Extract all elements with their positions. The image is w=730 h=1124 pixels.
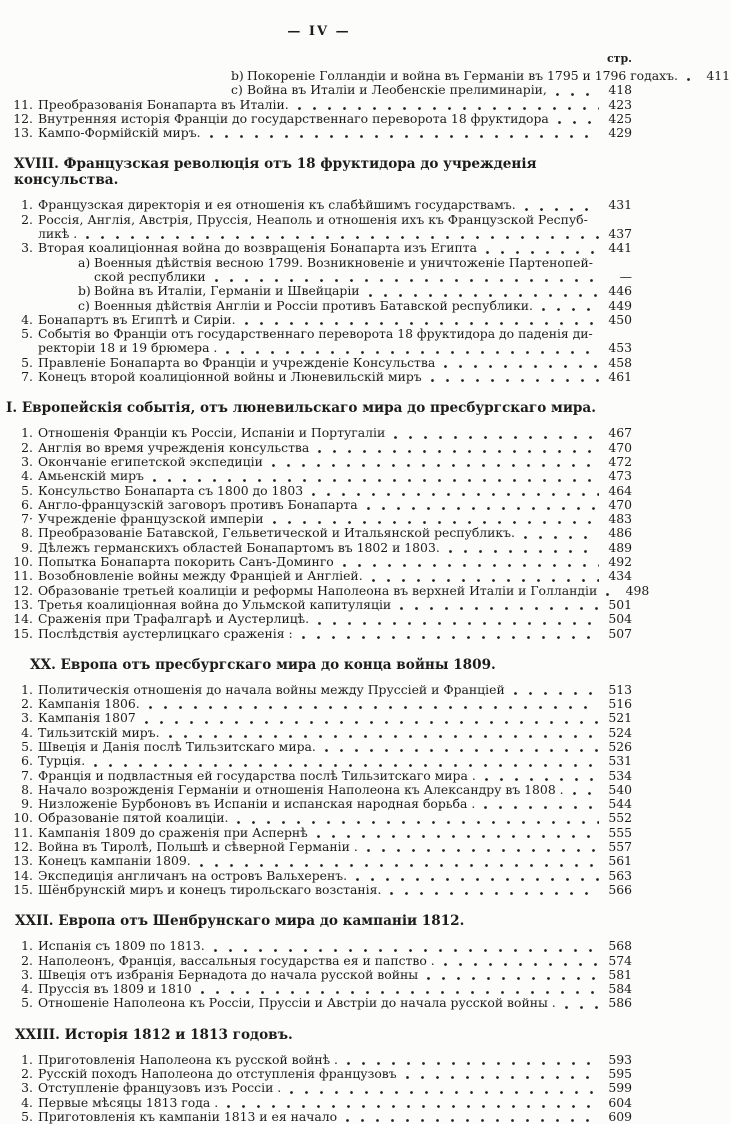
- dot-leader: [400, 607, 599, 610]
- entry-page-number: 437: [608, 226, 632, 242]
- entry-page-number: 425: [608, 110, 632, 126]
- toc-entry: [6, 68, 730, 83]
- entry-page-number: 483: [608, 511, 632, 527]
- entry-number: 6.: [21, 496, 33, 512]
- entry-title: Возобновленіе войны между Франціей и Англіей.: [38, 568, 363, 584]
- entry-title: Турція.: [38, 753, 86, 769]
- toc-entry: [6, 241, 632, 255]
- entry-page-number: 504: [608, 611, 632, 627]
- dot-leader: [449, 550, 599, 553]
- toc-section: [6, 400, 650, 641]
- dot-leader: [226, 351, 599, 354]
- dot-leader: [272, 464, 599, 467]
- entry-page-number: 467: [608, 425, 632, 441]
- entry-page-number: 540: [608, 781, 632, 797]
- entry-number: 5.: [21, 995, 33, 1011]
- entry-page-number: 464: [608, 482, 632, 498]
- entry-title: Конецъ второй коалиціонной войны и Люневильскій миръ: [38, 369, 422, 385]
- entry-title: Военныя дѣйствія весною 1799. Возникновеніе и уничтоженіе Партенопей-: [94, 254, 593, 270]
- entry-page-number: 524: [608, 724, 632, 740]
- entry-title: Конецъ кампаніи 1809.: [38, 853, 191, 869]
- dot-leader: [302, 636, 599, 639]
- toc-entry-continuation: [6, 227, 632, 241]
- entry-title: Англія во время учрежденія консульства: [38, 439, 310, 455]
- entry-number: 14.: [13, 867, 33, 883]
- entry-page-number: 453: [608, 340, 632, 356]
- toc-entry: [6, 598, 632, 612]
- entry-number: 11.: [13, 96, 33, 112]
- dot-leader: [200, 864, 599, 867]
- dot-leader: [343, 564, 599, 567]
- dot-leader: [153, 479, 599, 482]
- toc-entry: [6, 769, 632, 783]
- entry-page-number: 526: [608, 738, 632, 754]
- table-of-contents: [6, 68, 730, 1124]
- entry-title: Англо-французскій заговоръ противъ Бонапарта: [38, 496, 358, 512]
- page-column-label: стр.: [606, 52, 632, 65]
- entry-number: 7.: [21, 767, 33, 783]
- entry-number: 10.: [13, 554, 33, 570]
- entry-page-number: 431: [608, 197, 632, 213]
- entry-title: Политическія отношенія до начала войны между Пруссіей и Франціей: [38, 681, 505, 697]
- entry-number: 7.: [21, 369, 33, 385]
- entry-page-number: 507: [608, 625, 632, 641]
- entry-number: 7·: [21, 511, 33, 527]
- dot-leader: [145, 721, 599, 724]
- toc-entry: [6, 126, 632, 140]
- entry-page-number: 563: [608, 867, 632, 883]
- dot-leader: [227, 1105, 599, 1108]
- entry-title: Бонапартъ въ Египтѣ и Сиріи.: [38, 311, 236, 327]
- entry-number: 10.: [13, 810, 33, 826]
- entry-title: Кампанія 1809 до сраженія при Аспернѣ: [38, 824, 308, 840]
- toc-entry: [6, 968, 632, 982]
- entry-page-number: 411: [706, 68, 730, 83]
- dot-leader: [485, 778, 599, 781]
- entry-page-number: 595: [608, 1066, 632, 1082]
- entry-number: 5.: [21, 738, 33, 754]
- dot-leader: [201, 991, 599, 994]
- dot-leader: [273, 521, 599, 524]
- toc-entry: [6, 869, 632, 883]
- entry-page-number: 534: [608, 767, 632, 783]
- entry-title: Франція и подвластныя ей государства послѣ Тильзитскаго мира .: [38, 767, 476, 783]
- entry-number: a): [78, 254, 91, 270]
- entry-number: 5.: [21, 1108, 33, 1124]
- entry-title: Событія во Франціи отъ государственнаго переворота 18 фруктидора до паденія ди-: [38, 326, 593, 342]
- entry-number: 4.: [21, 468, 33, 484]
- entry-title: Сраженія при Трафалгарѣ и Аустерлицѣ.: [38, 611, 310, 627]
- toc-entry-continuation: [6, 341, 632, 355]
- entry-page-number: 470: [608, 439, 632, 455]
- toc-entry: [6, 1081, 632, 1095]
- entry-title: Россія, Англія, Австрія, Пруссія, Неаполь и отношенія ихъ къ Французской Респуб-: [38, 211, 588, 227]
- entry-number: 2.: [21, 952, 33, 968]
- dot-leader: [372, 579, 599, 582]
- entry-number: 3.: [21, 966, 33, 982]
- toc-entry: [6, 754, 632, 768]
- toc-entry: [6, 883, 632, 897]
- entry-page-number: 486: [608, 525, 632, 541]
- toc-section: [6, 1027, 632, 1124]
- entry-page-number: 566: [608, 881, 632, 897]
- toc-entry: [6, 954, 632, 968]
- dot-leader: [390, 892, 599, 895]
- toc-entry: [6, 612, 632, 626]
- entry-page-number: 429: [608, 125, 632, 141]
- dot-leader: [94, 764, 599, 767]
- toc-entry: [6, 683, 632, 697]
- dot-leader: [356, 878, 599, 881]
- entry-title: Военныя дѣйствія Англіи и Россіи противъ Батавской республики.: [94, 297, 533, 313]
- entry-page-number: 458: [608, 354, 632, 370]
- dot-leader: [444, 365, 599, 368]
- section-heading: I. Европейскія событія, отъ люневильскаго мира до пресбургскаго мира.: [6, 400, 596, 417]
- toc-entry: [6, 1096, 632, 1110]
- dot-leader: [214, 949, 599, 952]
- toc-entry: [6, 569, 632, 583]
- toc-entry: [6, 370, 632, 384]
- entry-page-number: 498: [625, 582, 650, 598]
- entry-page-number: 513: [608, 681, 632, 697]
- entry-page-number: 586: [608, 995, 632, 1011]
- dot-leader: [394, 436, 599, 439]
- entry-title: Швеція отъ избранія Бернадота до начала русской войны: [38, 966, 419, 982]
- section-heading: XXII. Европа отъ Шенбрунскаго мира до кампаніи 1812.: [15, 913, 465, 930]
- dot-leader: [290, 1091, 599, 1094]
- entry-title: Начало возрожденія Германіи и отношенія Наполеона къ Александру въ 1808 .: [38, 781, 564, 797]
- dot-leader: [514, 692, 599, 695]
- toc-entry: [6, 526, 632, 540]
- entry-title: Низложеніе Бурбоновъ въ Испаніи и испанская народная борьба .: [38, 796, 476, 812]
- entry-number: 5.: [21, 354, 33, 370]
- toc-entry: [6, 582, 650, 598]
- dot-leader: [346, 1119, 599, 1122]
- dot-leader: [347, 1062, 599, 1065]
- toc-entry: [6, 1053, 632, 1067]
- entry-title: Шёнбрунскій миръ и конецъ тирольскаго возстанія.: [38, 881, 382, 897]
- toc-section: [6, 657, 632, 897]
- toc-entry: [6, 512, 632, 526]
- toc-entry: [6, 256, 632, 270]
- entry-number: 2.: [21, 696, 33, 712]
- entry-number: 9.: [21, 539, 33, 555]
- dot-leader: [86, 236, 599, 239]
- entry-title-continued: ской республики: [94, 268, 206, 284]
- entry-number: 3.: [21, 240, 33, 256]
- entry-page-number: 489: [608, 539, 632, 555]
- entry-number: 8.: [21, 525, 33, 541]
- entry-page-number: 461: [608, 369, 632, 385]
- entry-title: Учрежденіе французской имперіи: [38, 511, 264, 527]
- toc-entry: [6, 555, 632, 569]
- entry-number: 13.: [13, 853, 33, 869]
- entry-number: 4.: [21, 724, 33, 740]
- toc-entry: [6, 1067, 632, 1081]
- entry-number: 1.: [21, 425, 33, 441]
- entry-page-number: 557: [608, 839, 632, 855]
- entry-title-continued: ликѣ .: [38, 226, 78, 242]
- entry-number: 15.: [13, 881, 33, 897]
- toc-entry: [6, 541, 632, 555]
- entry-number: 12.: [13, 110, 33, 126]
- entry-title: Приготовленія къ кампаніи 1813 и ея начало: [38, 1108, 338, 1124]
- section-heading: XVIII. Французская революція отъ 18 фруктидора до учрежденія консульства.: [14, 156, 537, 189]
- toc-entry: [6, 854, 632, 868]
- toc-entry: [6, 740, 632, 754]
- dot-leader: [169, 735, 599, 738]
- dot-leader: [325, 749, 599, 752]
- toc-entry: [6, 498, 632, 512]
- dot-leader: [318, 622, 599, 625]
- toc-entry: [6, 356, 632, 370]
- dot-leader: [524, 536, 599, 539]
- entry-title: Война въ Италіи и Леобенскіе прелиминаріи,: [247, 82, 547, 98]
- entry-page-number: 593: [608, 1051, 632, 1067]
- toc-entry: [6, 284, 632, 298]
- dot-leader: [431, 379, 599, 382]
- section-heading: XXIII. Исторія 1812 и 1813 годовъ.: [15, 1026, 293, 1043]
- toc-entry: [6, 98, 632, 112]
- dot-leader: [367, 507, 599, 510]
- entry-page-number: 555: [608, 824, 632, 840]
- toc-entry: [6, 697, 632, 711]
- dot-leader: [298, 107, 599, 110]
- entry-number: c): [231, 82, 243, 98]
- entry-page-number: 516: [608, 696, 632, 712]
- entry-title: Наполеонъ, Франція, вассальныя государства ея и папство .: [38, 952, 435, 968]
- entry-number: 1.: [21, 1051, 33, 1067]
- entry-title: Экспедиція англичанъ на островъ Вальхеренъ.: [38, 867, 348, 883]
- entry-title: Покореніе Голландіи и война въ Германіи въ 1795 и 1796 годахъ.: [247, 68, 678, 83]
- toc-entry: [6, 1110, 632, 1124]
- entry-number: 12.: [13, 839, 33, 855]
- entry-page-number: 441: [608, 240, 632, 256]
- dot-leader: [542, 308, 599, 311]
- toc-entry: [6, 327, 632, 341]
- toc-section: [6, 913, 632, 1010]
- dot-leader: [406, 1076, 599, 1079]
- toc-entry: [6, 627, 632, 641]
- entry-page-number: 473: [608, 468, 632, 484]
- entry-number: 3.: [21, 453, 33, 469]
- entry-title: Первые мѣсяцы 1813 года .: [38, 1094, 219, 1110]
- entry-number: 4.: [21, 311, 33, 327]
- entry-title: Русскій походъ Наполеона до отступленія французовъ: [38, 1066, 397, 1082]
- entry-page-number: 531: [608, 753, 632, 769]
- entry-page-number: 450: [608, 311, 632, 327]
- dot-leader: [565, 1006, 599, 1009]
- entry-title: Кампанія 1807: [38, 710, 136, 726]
- dot-leader: [427, 977, 599, 980]
- entry-page-number: —: [619, 268, 632, 284]
- entry-title: Отношеніе Наполеона къ Россіи, Пруссіи и Австріи до начала русской войны .: [38, 995, 556, 1011]
- dot-leader: [525, 208, 599, 211]
- dot-leader: [486, 251, 599, 254]
- entry-page-number: 609: [608, 1108, 632, 1124]
- toc-entry: [6, 783, 632, 797]
- entry-number: 3.: [21, 1080, 33, 1096]
- entry-number: 5.: [21, 482, 33, 498]
- entry-title: Внутренняя исторія Франціи до государственнаго переворота 18 фруктидора: [38, 110, 549, 126]
- dot-leader: [558, 121, 599, 124]
- toc-section: [6, 156, 632, 384]
- toc-entry: [6, 811, 632, 825]
- dot-leader: [149, 706, 599, 709]
- entry-page-number: 521: [608, 710, 632, 726]
- dot-leader: [312, 493, 599, 496]
- entry-number: 12.: [13, 582, 33, 598]
- entry-page-number: 581: [608, 966, 632, 982]
- entry-title: Третья коалиціонная война до Ульмской капитуляціи: [38, 596, 392, 612]
- toc-entry: [6, 484, 632, 498]
- dot-leader: [367, 849, 599, 852]
- entry-page-number: 501: [608, 596, 632, 612]
- entry-page-number: 604: [608, 1094, 632, 1110]
- section-heading: XX. Европа отъ пресбургскаго мира до конца войны 1809.: [30, 656, 496, 673]
- toc-entry: [6, 299, 632, 313]
- entry-number: 15.: [13, 625, 33, 641]
- toc-entry: [6, 826, 632, 840]
- entry-number: 14.: [13, 611, 33, 627]
- entry-page-number: 544: [608, 796, 632, 812]
- entry-title: Тильзитскій миръ.: [38, 724, 160, 740]
- entry-title: Преобразованіе Батавской, Гельветической и Итальянской республикъ.: [38, 525, 515, 541]
- dot-leader: [317, 835, 599, 838]
- dot-leader: [687, 78, 697, 81]
- entry-number: 2.: [21, 439, 33, 455]
- toc-entry: [6, 711, 632, 725]
- entry-title: Французская директорія и ея отношенія къ слабѣйшимъ государствамъ.: [38, 197, 516, 213]
- toc-entry: [6, 996, 632, 1010]
- toc-entry: [6, 726, 632, 740]
- dot-leader: [369, 294, 599, 297]
- toc-entry: [6, 840, 632, 854]
- toc-entry: [6, 83, 632, 97]
- entry-number: b): [78, 283, 91, 299]
- entry-number: 11.: [13, 824, 33, 840]
- entry-title: Преобразованія Бонапарта въ Италіи.: [38, 96, 289, 112]
- toc-entry: [6, 982, 632, 996]
- entry-number: 1.: [21, 938, 33, 954]
- entry-page-number: 472: [608, 453, 632, 469]
- entry-number: 5.: [21, 326, 33, 342]
- entry-page-number: 492: [608, 554, 632, 570]
- entry-page-number: 434: [608, 568, 632, 584]
- toc-section: [6, 68, 730, 141]
- entry-page-number: 418: [608, 82, 632, 98]
- entry-title: Отношенія Франціи къ Россіи, Испаніи и Португаліи: [38, 425, 386, 441]
- toc-entry: [6, 455, 632, 469]
- dot-leader: [237, 821, 599, 824]
- toc-entry: [6, 469, 632, 483]
- entry-number: 3.: [21, 710, 33, 726]
- page-number: — IV —: [287, 24, 351, 39]
- entry-page-number: 552: [608, 810, 632, 826]
- entry-number: 11.: [13, 568, 33, 584]
- dot-leader: [484, 806, 599, 809]
- entry-title: Испанія съ 1809 по 1813.: [38, 938, 205, 954]
- dot-leader: [210, 135, 599, 138]
- entry-number: 9.: [21, 796, 33, 812]
- toc-entry: [6, 426, 632, 440]
- dot-leader: [444, 963, 599, 966]
- entry-title: Окончаніе египетской экспедиціи: [38, 453, 263, 469]
- entry-title: Кампо-Формійскій миръ.: [38, 125, 201, 141]
- entry-page-number: 449: [608, 297, 632, 313]
- entry-number: 6.: [21, 753, 33, 769]
- dot-leader: [215, 279, 599, 282]
- toc-entry: [6, 213, 632, 227]
- entry-page-number: 574: [608, 952, 632, 968]
- entry-title: Образованіе третьей коалиціи и реформы Наполеона въ верхней Италіи и Голландіи: [38, 582, 598, 598]
- dot-leader: [556, 93, 599, 96]
- entry-title: Швеція и Данія послѣ Тильзитскаго мира.: [38, 738, 316, 754]
- entry-number: 13.: [13, 125, 33, 141]
- toc-entry: [6, 198, 632, 212]
- dot-leader: [606, 593, 616, 596]
- entry-title: Кампанія 1806.: [38, 696, 140, 712]
- entry-title: Образованіе пятой коалиціи.: [38, 810, 229, 826]
- entry-number: 4.: [21, 1094, 33, 1110]
- entry-title: Приготовленія Наполеона къ русской войнѣ .: [38, 1051, 338, 1067]
- entry-number: b): [231, 68, 244, 83]
- entry-page-number: 599: [608, 1080, 632, 1096]
- entry-number: 1.: [21, 681, 33, 697]
- entry-number: 2.: [21, 1066, 33, 1082]
- entry-title: Вторая коалиціонная война до возвращенія Бонапарта изъ Египта: [38, 240, 477, 256]
- toc-entry: [6, 313, 632, 327]
- entry-title: Отступленіе французовъ изъ Россіи .: [38, 1080, 282, 1096]
- entry-title: Попытка Бонапарта покорить Санъ-Доминго: [38, 554, 334, 570]
- toc-entry: [6, 112, 632, 126]
- entry-page-number: 584: [608, 981, 632, 997]
- entry-page-number: 568: [608, 938, 632, 954]
- entry-number: 13.: [13, 596, 33, 612]
- entry-title: Война въ Италіи, Германіи и Швейцаріи: [94, 283, 360, 299]
- dot-leader: [245, 322, 599, 325]
- entry-page-number: 423: [608, 96, 632, 112]
- entry-title: Послѣдствія аустерлицкаго сраженія :: [38, 625, 293, 641]
- entry-number: 8.: [21, 781, 33, 797]
- entry-number: 1.: [21, 197, 33, 213]
- entry-number: c): [78, 297, 90, 313]
- toc-entry: [6, 441, 632, 455]
- entry-number: 2.: [21, 211, 33, 227]
- dot-leader: [318, 450, 599, 453]
- entry-page-number: 470: [608, 496, 632, 512]
- entry-page-number: 561: [608, 853, 632, 869]
- entry-title: Война въ Тиролѣ, Польшѣ и сѣверной Германіи .: [38, 839, 358, 855]
- entry-title: Пруссія въ 1809 и 1810: [38, 981, 192, 997]
- toc-entry: [6, 797, 632, 811]
- toc-entry: [6, 939, 632, 953]
- entry-title: Дѣлежъ германскихъ областей Бонапартомъ въ 1802 и 1803.: [38, 539, 440, 555]
- entry-title: Консульство Бонапарта съ 1800 до 1803: [38, 482, 304, 498]
- entry-page-number: 446: [608, 283, 632, 299]
- toc-entry-continuation: [6, 270, 632, 284]
- entry-title: Правленіе Бонапарта во Франціи и учрежденіе Консульства: [38, 354, 436, 370]
- entry-title: Амьенскій миръ: [38, 468, 144, 484]
- entry-number: 4.: [21, 981, 33, 997]
- entry-title-continued: ректоріи 18 и 19 брюмера .: [38, 340, 218, 356]
- dot-leader: [573, 792, 599, 795]
